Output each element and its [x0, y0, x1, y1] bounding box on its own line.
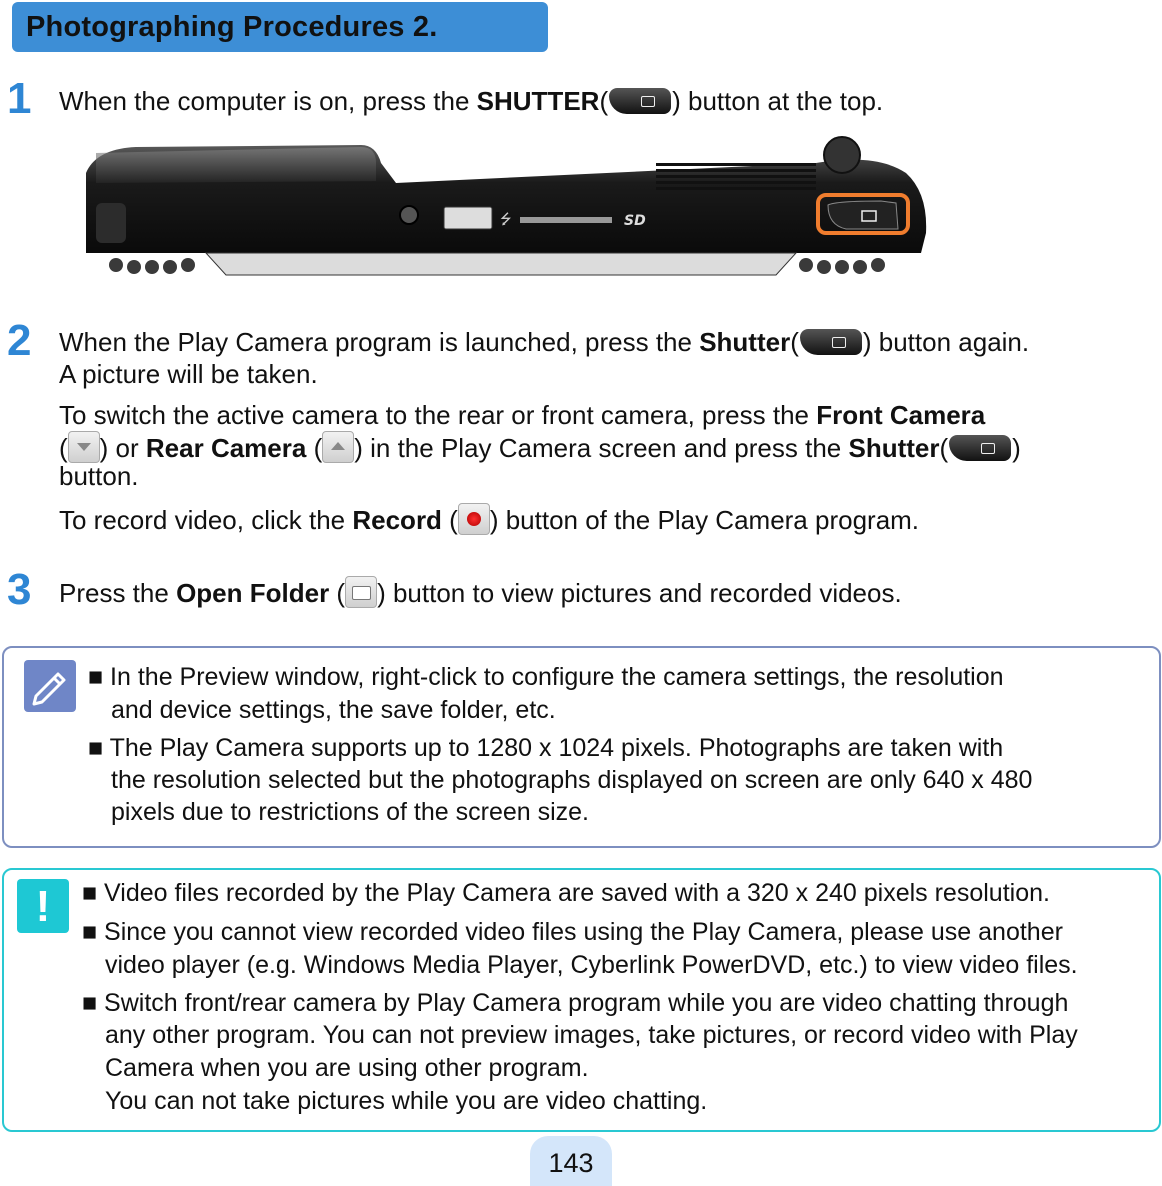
- shutter-button-icon: [949, 435, 1011, 461]
- page-number: 143: [548, 1148, 594, 1178]
- step2-line5: button.: [59, 461, 139, 491]
- svg-text:SD: SD: [624, 213, 646, 229]
- step2-line1: When the Play Camera program is launched, press the Shutter( ) button again.: [59, 327, 1030, 357]
- warning-line-1: ■ Video files recorded by the Play Camera are saved with a 320 x 240 pixels resolution.: [82, 879, 1050, 907]
- step-number-3: 3: [7, 565, 32, 614]
- note-line-4: the resolution selected but the photographs displayed on screen are only 640 x 480: [111, 766, 1033, 794]
- exclamation-warning-icon: !: [17, 879, 69, 933]
- device-top-view-image: [76, 133, 928, 289]
- warning-line-6: Camera when you are using other program.: [105, 1054, 589, 1082]
- step2-line4: ( ) or Rear Camera ( ) in the Play Camera screen and press the Shutter( ): [59, 433, 1021, 463]
- step2-line2: A picture will be taken.: [59, 359, 318, 389]
- warning-line-7: You can not take pictures while you are video chatting.: [105, 1087, 708, 1115]
- svg-text:⭍: ⭍: [500, 212, 512, 228]
- open-folder-icon: [345, 576, 377, 608]
- section-title-bar: [12, 2, 548, 52]
- shutter-button-icon: [609, 88, 671, 114]
- step3-text: Press the Open Folder ( ) button to view pictures and recorded videos.: [59, 578, 902, 608]
- note-line-2: and device settings, the save folder, etc.: [111, 696, 556, 724]
- warning-line-5: any other program. You can not preview images, take pictures, or record video with Play: [105, 1021, 1078, 1049]
- step-number-1: 1: [7, 74, 32, 123]
- rear-camera-icon: [322, 431, 354, 463]
- step2-line3: To switch the active camera to the rear or front camera, press the Front Camera: [59, 400, 986, 430]
- warning-line-3: video player (e.g. Windows Media Player, Cyberlink PowerDVD, etc.) to view video files.: [105, 951, 1078, 979]
- shutter-button-icon: [800, 329, 862, 355]
- warning-line-2: ■ Since you cannot view recorded video files using the Play Camera, please use another: [82, 918, 1063, 946]
- note-line-3: ■ The Play Camera supports up to 1280 x 1024 pixels. Photographs are taken with: [88, 734, 1004, 762]
- note-line-1: ■ In the Preview window, right-click to configure the camera settings, the resolution: [88, 663, 1004, 691]
- page-title: Photographing Procedures 2.: [26, 11, 438, 43]
- note-line-5: pixels due to restrictions of the screen size.: [111, 798, 590, 826]
- record-icon: [458, 503, 490, 535]
- front-camera-icon: [68, 431, 100, 463]
- step-number-2: 2: [7, 316, 32, 365]
- step1-text: When the computer is on, press the SHUTTER( ) button at the top.: [59, 86, 884, 116]
- page-number-tab: [530, 1136, 612, 1186]
- pencil-note-icon: [24, 660, 76, 712]
- step2-line6: To record video, click the Record ( ) button of the Play Camera program.: [59, 505, 920, 535]
- warning-line-4: ■ Switch front/rear camera by Play Camera program while you are video chatting through: [82, 989, 1069, 1017]
